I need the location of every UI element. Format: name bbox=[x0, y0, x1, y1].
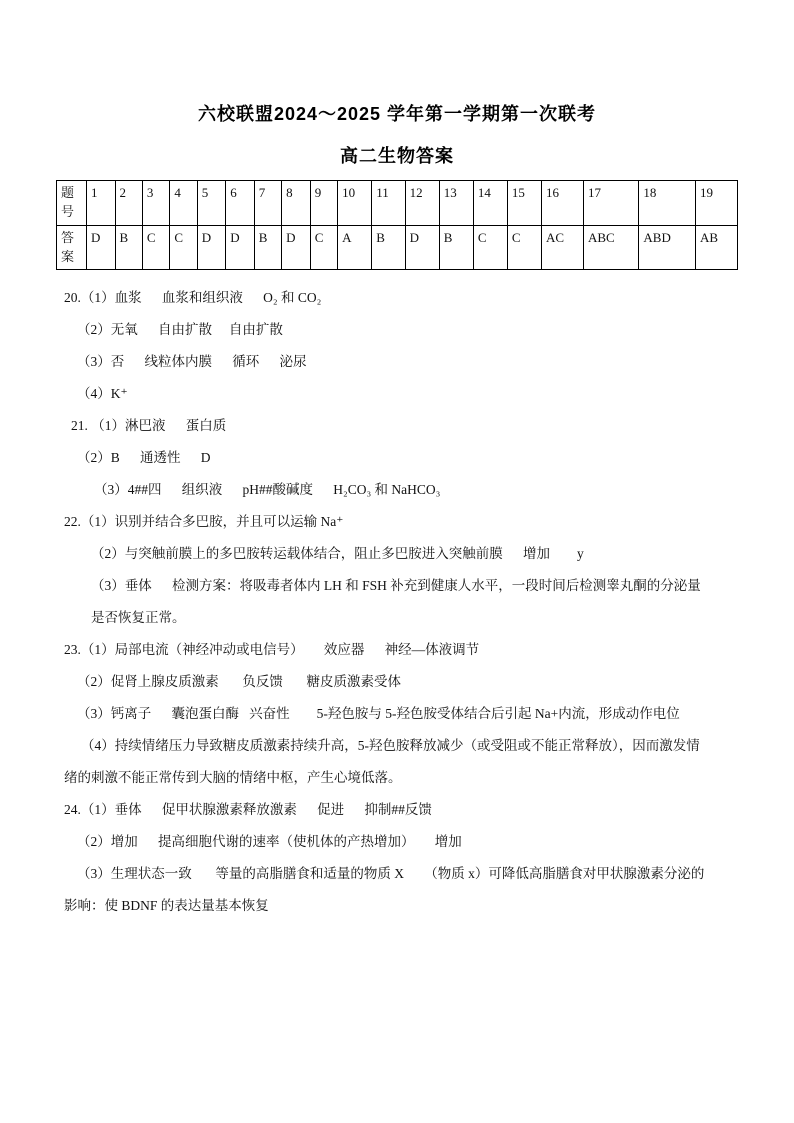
question-number-cell: 2 bbox=[115, 181, 142, 226]
answer-line: （2）增加 提高细胞代谢的速率（使机体的产热增加） 增加 bbox=[77, 834, 462, 850]
answer-cell: C bbox=[507, 225, 541, 270]
answer-line: （2）B 通透性 D bbox=[77, 450, 211, 466]
answer-line: 是否恢复正常。 bbox=[91, 610, 186, 626]
answer-line: （3）钙离子 囊泡蛋白酶 兴奋性 5-羟色胺与 5-羟色胺受体结合后引起 Na+内流，形成动作电位 bbox=[77, 706, 680, 722]
answer-line: 20.（1）血浆 血浆和组织液 O₂ 和 CO₂ bbox=[64, 290, 322, 306]
question-number-row-label: 题号 bbox=[57, 181, 87, 226]
answer-cell: D bbox=[87, 225, 116, 270]
question-number-cell: 7 bbox=[254, 181, 281, 226]
answer-line: 影响：使 BDNF 的表达量基本恢复 bbox=[64, 898, 269, 914]
answer-line: （2）无氧 自由扩散 自由扩散 bbox=[77, 322, 283, 338]
answer-cell: A bbox=[338, 225, 372, 270]
page-subtitle: 高二生物答案 bbox=[340, 146, 454, 166]
answer-row bbox=[57, 225, 738, 270]
answer-cell: AB bbox=[695, 225, 737, 270]
question-number-cell: 4 bbox=[170, 181, 197, 226]
answer-cell: C bbox=[142, 225, 169, 270]
answer-line: （3）4##四 组织液 pH##酸碱度 H₂CO₃ 和 NaHCO₃ bbox=[94, 482, 441, 498]
page-title: 六校联盟2024～2025 学年第一学期第一次联考 bbox=[197, 104, 597, 124]
question-number-cell: 1 bbox=[87, 181, 116, 226]
answer-line: 21. （1）淋巴液 蛋白质 bbox=[71, 418, 227, 434]
answer-line: （4）持续情绪压力导致糖皮质激素持续升高，5-羟色胺释放减少（或受阻或不能正常释放），因而激发情 bbox=[81, 738, 700, 754]
answer-line: 绪的刺激不能正常传到大脑的情绪中枢，产生心境低落。 bbox=[64, 770, 402, 786]
answer-line: （2）与突触前膜上的多巴胺转运载体结合，阻止多巴胺进入突触前膜 增加 y bbox=[91, 546, 584, 562]
answer-cell: D bbox=[226, 225, 255, 270]
answer-cell: ABD bbox=[639, 225, 696, 270]
question-number-cell: 19 bbox=[695, 181, 737, 226]
answer-cell: B bbox=[372, 225, 405, 270]
answer-line: 23.（1）局部电流（神经冲动或电信号） 效应器 神经—体液调节 bbox=[64, 642, 480, 658]
answer-line: 24.（1）垂体 促甲状腺激素释放激素 促进 抑制##反馈 bbox=[64, 802, 432, 818]
answer-body bbox=[56, 282, 738, 922]
question-number-row bbox=[57, 181, 738, 226]
answer-cell: D bbox=[197, 225, 226, 270]
question-number-cell: 15 bbox=[507, 181, 541, 226]
answer-line: 22.（1）识别并结合多巴胺，并且可以运输 Na⁺ bbox=[64, 514, 344, 530]
question-number-cell: 8 bbox=[282, 181, 311, 226]
question-number-cell: 3 bbox=[142, 181, 169, 226]
question-number-cell: 16 bbox=[542, 181, 584, 226]
question-number-cell: 9 bbox=[310, 181, 337, 226]
answer-line: （2）促肾上腺皮质激素 负反馈 糖皮质激素受体 bbox=[77, 674, 401, 690]
answer-cell: B bbox=[115, 225, 142, 270]
answer-cell: C bbox=[310, 225, 337, 270]
question-number-cell: 12 bbox=[405, 181, 439, 226]
answer-cell: C bbox=[473, 225, 507, 270]
question-number-cell: 14 bbox=[473, 181, 507, 226]
answer-cell: ABC bbox=[584, 225, 639, 270]
answer-line: （4）K⁺ bbox=[77, 386, 128, 402]
question-number-cell: 13 bbox=[439, 181, 473, 226]
question-number-cell: 17 bbox=[584, 181, 639, 226]
question-number-cell: 6 bbox=[226, 181, 255, 226]
answer-line: （3）否 线粒体内膜 循环 泌尿 bbox=[77, 354, 307, 370]
question-number-cell: 11 bbox=[372, 181, 405, 226]
answer-cell: D bbox=[405, 225, 439, 270]
answer-cell: B bbox=[439, 225, 473, 270]
answer-row-label: 答案 bbox=[57, 225, 87, 270]
question-number-cell: 5 bbox=[197, 181, 226, 226]
answer-cell: B bbox=[254, 225, 281, 270]
question-number-cell: 10 bbox=[338, 181, 372, 226]
question-number-cell: 18 bbox=[639, 181, 696, 226]
answer-key-table bbox=[56, 180, 738, 270]
answer-cell: AC bbox=[542, 225, 584, 270]
answer-line: （3）生理状态一致 等量的高脂膳食和适量的物质 X （物质 x）可降低高脂膳食对甲状腺激素分泌的 bbox=[77, 866, 705, 882]
answer-cell: D bbox=[282, 225, 311, 270]
answer-line: （3）垂体 检测方案：将吸毒者体内 LH 和 FSH 补充到健康人水平，一段时间后检测睾丸酮的分泌量 bbox=[91, 578, 701, 594]
answer-cell: C bbox=[170, 225, 197, 270]
